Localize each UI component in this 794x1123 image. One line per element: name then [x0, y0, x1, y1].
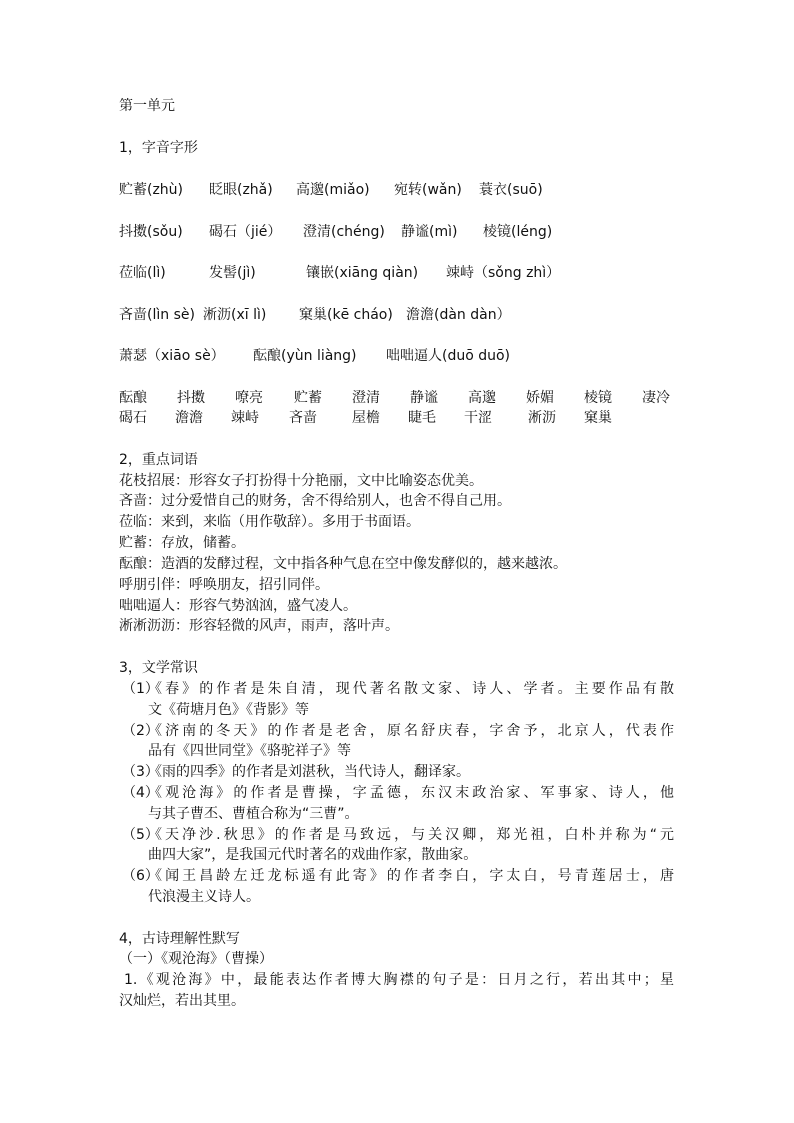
word-entry: 淅沥(xī lì): [203, 307, 267, 323]
word-entry: 咄咄逼人(duō duō): [386, 348, 511, 364]
grid-word: 淅沥: [528, 410, 556, 426]
grid-word: 棱镜: [584, 390, 612, 406]
item-number: （4）: [122, 785, 159, 801]
grid-word: 窠巢: [584, 410, 612, 426]
definition-line: 莅临：来到，来临（用作敬辞）。多用于书面语。: [119, 514, 420, 530]
word-entry: 澄清(chéng): [303, 224, 385, 240]
grid-word: 凄冷: [642, 390, 670, 406]
word-entry: 镶嵌(xiāng qiàn): [306, 265, 419, 281]
item-number: （3）: [122, 764, 159, 780]
item-text: 《闻王昌龄左迁龙标遥有此寄》的作者李白，字太白，号青莲居士，唐: [148, 868, 674, 884]
item-text: 《春》的作者是朱自清，现代著名散文家、诗人、学者。主要作品有散: [148, 681, 674, 697]
grid-word: 碣石: [119, 410, 147, 426]
grid-word: 干涩: [464, 410, 492, 426]
definition-line: 吝啬：过分爱惜自己的财务，舍不得给别人，也舍不得自己用。: [119, 493, 511, 509]
item-number: （2）: [122, 723, 159, 739]
word-entry: 棱镜(léng): [483, 224, 553, 240]
question-line: 1.《观沧海》中，最能表达作者博大胸襟的句子是：日月之行，若出其中；星: [124, 972, 674, 988]
section-heading-pronunciation: 1，字音字形: [119, 140, 198, 156]
section-heading-key-words: 2，重点词语: [119, 452, 198, 468]
poem-subheading: （一）《观沧海》（曹操）: [119, 951, 273, 967]
word-entry: 眨眼(zhǎ): [209, 182, 273, 198]
grid-word: 屋檐: [352, 410, 380, 426]
word-entry: 宛转(wǎn): [394, 182, 462, 198]
grid-word: 贮蓄: [294, 390, 322, 406]
item-text-continued: 文《荷塘月色》《背影》等: [148, 702, 309, 718]
grid-word: 抖擞: [177, 390, 205, 406]
grid-word: 高邈: [468, 390, 496, 406]
word-entry: 吝啬(lìn sè): [119, 307, 195, 323]
grid-word: 娇媚: [526, 390, 554, 406]
grid-word: 嘹亮: [235, 390, 263, 406]
grid-word: 澹澹: [175, 410, 203, 426]
grid-word: 睫毛: [408, 410, 436, 426]
item-text-continued: 与其子曹丕、曹植合称为“三曹”。: [148, 806, 359, 822]
word-entry: 静谧(mì): [401, 224, 458, 240]
item-text: 《济南的冬天》的作者是老舍，原名舒庆春，字舍予，北京人，代表作: [148, 723, 674, 739]
word-entry: 竦峙（sǒng zhì）: [446, 265, 561, 281]
item-text-continued: 代浪漫主义诗人。: [148, 889, 260, 905]
definition-line: 花枝招展：形容女子打扮得十分艳丽，文中比喻姿态优美。: [119, 473, 483, 489]
item-text-continued: 品有《四世同堂》《骆驼祥子》等: [148, 743, 351, 759]
item-text: 《观沧海》的作者是曹操，字孟德，东汉末政治家、军事家、诗人，他: [148, 785, 674, 801]
word-entry: 碣石（jié）: [209, 224, 282, 240]
grid-word: 静谧: [410, 390, 438, 406]
word-entry: 萧瑟（xiāo sè）: [119, 348, 225, 364]
item-text: 《天净沙.秋思》的作者是马致远，与关汉卿，郑光祖，白朴并称为“元: [148, 827, 674, 843]
section-heading-literature: 3，文学常识: [119, 660, 198, 676]
question-line-continued: 汉灿烂，若出其里。: [119, 993, 245, 1009]
word-entry: 发髻(jì): [209, 265, 256, 281]
item-number: （5）: [122, 827, 159, 843]
item-text: 《雨的四季》的作者是刘湛秋，当代诗人，翻译家。: [148, 764, 470, 780]
definition-line: 淅淅沥沥：形容轻微的风声，雨声，落叶声。: [119, 618, 399, 634]
definition-line: 酝酿：造酒的发酵过程，文中指各种气息在空中像发酵似的，越来越浓。: [119, 556, 567, 572]
definition-line: 贮蓄：存放，储蓄。: [119, 535, 245, 551]
definition-line: 呼朋引伴：呼唤朋友，招引同伴。: [119, 577, 329, 593]
word-entry: 蓑衣(suō): [479, 182, 543, 198]
item-number: （6）: [122, 868, 159, 884]
word-entry: 贮蓄(zhù): [119, 182, 184, 198]
grid-word: 吝啬: [289, 410, 317, 426]
unit-title: 第一单元: [119, 98, 175, 114]
item-number: （1）: [122, 681, 159, 697]
grid-word: 澄清: [352, 390, 380, 406]
grid-word: 酝酿: [119, 390, 147, 406]
word-entry: 酝酿(yùn liàng): [253, 348, 357, 364]
item-text-continued: 曲四大家”，是我国元代时著名的戏曲作家，散曲家。: [148, 847, 478, 863]
word-entry: 莅临(lì): [119, 265, 166, 281]
word-entry: 澹澹(dàn dàn）: [406, 307, 511, 323]
word-entry: 窠巢(kē cháo): [299, 307, 393, 323]
section-heading-poetry: 4，古诗理解性默写: [119, 931, 240, 947]
grid-word: 竦峙: [231, 410, 259, 426]
word-entry: 抖擞(sǒu): [119, 224, 183, 240]
word-entry: 高邈(miǎo): [296, 182, 370, 198]
definition-line: 咄咄逼人：形容气势汹汹，盛气凌人。: [119, 598, 357, 614]
